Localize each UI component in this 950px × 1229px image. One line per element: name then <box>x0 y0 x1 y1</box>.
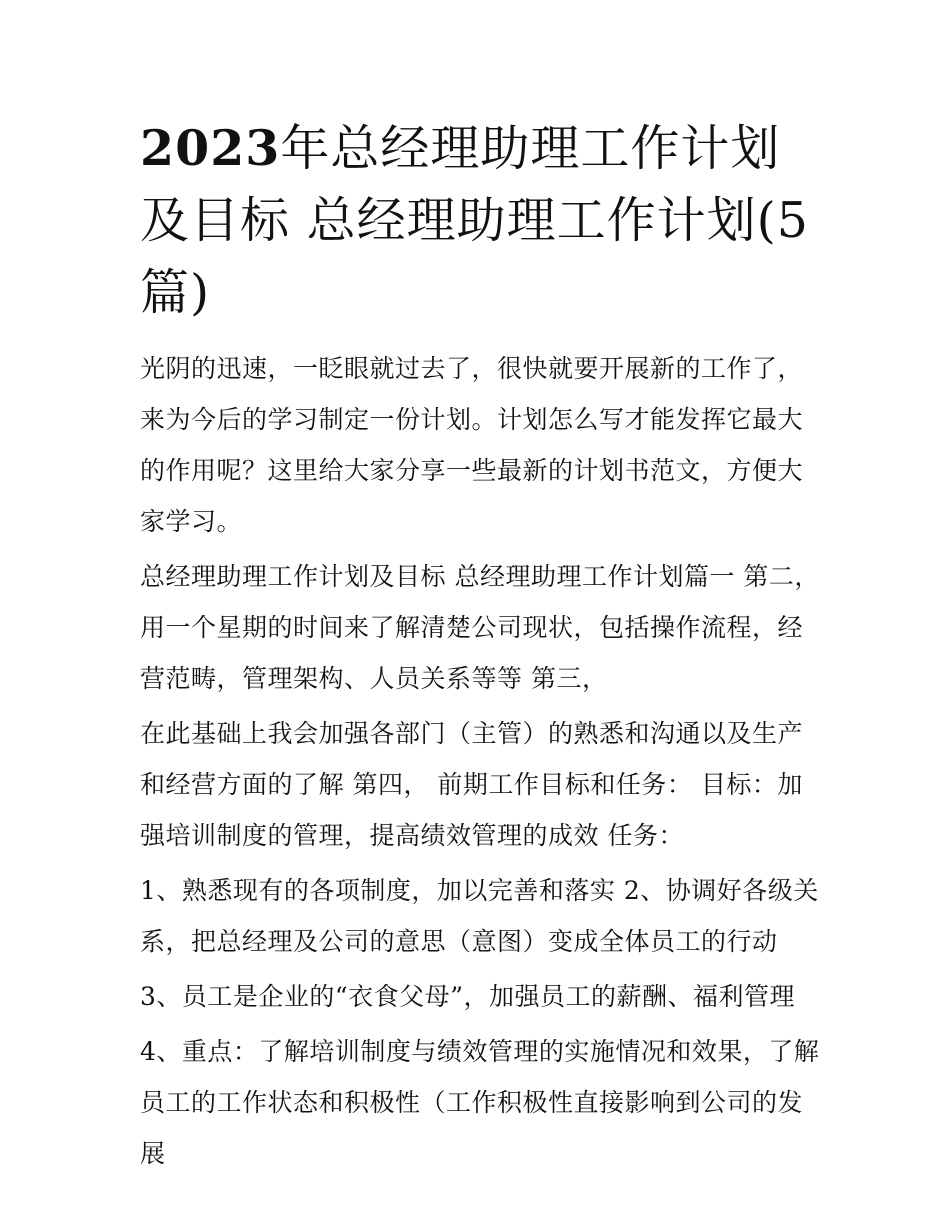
paragraph-section-one: 总经理助理工作计划及目标 总经理助理工作计划篇一 第二，用一个星期的时间来了解清楚公司现状，包括操作流程，经营范畴，管理架构、人员关系等等 第三， <box>140 562 820 693</box>
paragraph-basis: 在此基础上我会加强各部门（主管）的熟悉和沟通以及生产和经营方面的了解 第四， 前期工作目标和任务： 目标：加强培训制度的管理，提高绩效管理的成效 任务： <box>140 719 804 850</box>
paragraph-task-4: 4、重点：了解培训制度与绩效管理的实施情况和效果，了解员工的工作状态和积极性（工作积极性直接影响到公司的发展 <box>140 1037 820 1168</box>
paragraph-task-3: 3、员工是企业的“衣食父母”，加强员工的薪酬、福利管理 <box>140 982 795 1011</box>
paragraph-intro: 光阴的迅速，一眨眼就过去了，很快就要开展新的工作了，来为今后的学习制定一份计划。计划怎么写才能发挥它最大的作用呢？这里给大家分享一些最新的计划书范文，方便大家学习。 <box>140 354 804 536</box>
document-title: 2023年总经理助理工作计划及目标 总经理助理工作计划(5篇) <box>140 119 809 321</box>
title-year: 2023 <box>140 119 281 177</box>
paragraph-task-1-2: 1、熟悉现有的各项制度，加以完善和落实 2、协调好各级关系，把总经理及公司的意思（意图）变成全体员工的行动 <box>140 876 819 956</box>
document-page <box>140 112 820 1179</box>
